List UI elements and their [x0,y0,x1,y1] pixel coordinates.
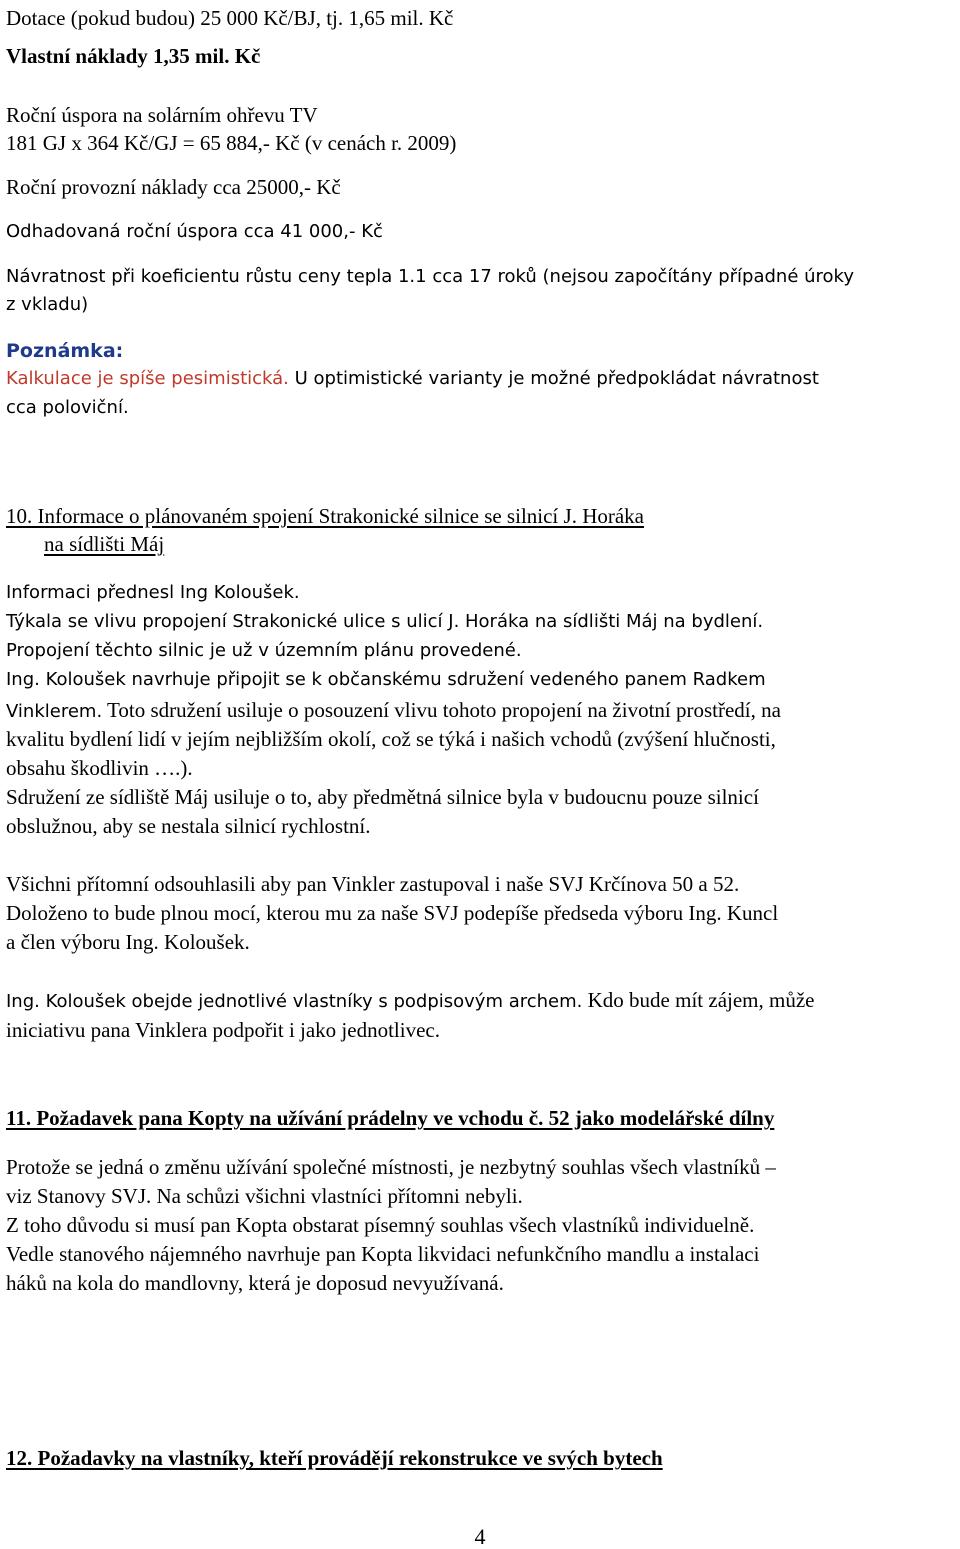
section-11-p3: Z toho důvodu si musí pan Kopta obstarat písemný souhlas všech vlastníků individuelně. [6,1213,755,1237]
section-10-p14: iniciativu pana Vinklera podpořit i jako jednotlivec. [6,1018,440,1042]
section-10-p1: Informaci přednesl Ing Koloušek. [6,582,300,603]
odhadovana-uspora-line: Odhadovaná roční úspora cca 41 000,- Kč [6,221,383,242]
section-10-p5-sans: Vinklerem. [6,701,103,722]
section-10-p8: Sdružení ze sídliště Máj usiluje o to, aby předmětná silnice byla v budoucnu pouze silnicí [6,785,759,809]
section-10-p12: a člen výboru Ing. Koloušek. [6,930,250,954]
section-10-heading-2: na sídlišti Máj [44,532,165,556]
section-12-heading: 12. Požadavky na vlastníky, kteří provádějí rekonstrukce ve svých bytech [6,1446,663,1470]
section-10-p3: Propojení těchto silnic je už v územním plánu provedené. [6,640,522,661]
section-10-p6: kvalitu bydlení lidí v jejím nejbližším okolí, což se týká i našich vchodů (zvýšení hlučnosti, [6,727,776,751]
section-11-p2: viz Stanovy SVJ. Na schůzi všichni vlastníci přítomni nebyli. [6,1184,523,1208]
note-red-text: Kalkulace je spíše pesimistická. [6,368,289,389]
note-text-1: U optimistické varianty je možné předpokládat návratnost [288,368,819,389]
page-number: 4 [474,1524,486,1549]
note-line-2: cca poloviční. [6,397,129,418]
section-11-p5: háků na kola do mandlovny, která je doposud nevyužívaná. [6,1271,504,1295]
section-10-p2: Týkala se vlivu propojení Strakonické ulice s ulicí J. Horáka na sídlišti Máj na bydlení. [6,611,764,632]
section-10-heading-1: 10. Informace o plánovaném spojení Strakonické silnice se silnicí J. Horáka [6,504,644,528]
rocni-uspora-calc: 181 GJ x 364 Kč/GJ = 65 884,- Kč (v cenách r. 2009) [6,131,457,155]
dotace-line: Dotace (pokud budou) 25 000 Kč/BJ, tj. 1,65 mil. Kč [6,6,454,30]
section-10-p11: Doloženo to bude plnou mocí, kterou mu za naše SVJ podepíše předseda výboru Ing. Kuncl [6,901,779,925]
section-10-p13-serif: Kdo bude mít zájem, může [582,988,815,1012]
section-11-heading: 11. Požadavek pana Kopty na užívání prádelny ve vchodu č. 52 jako modelářské dílny [6,1106,775,1130]
section-10-p5-serif: Toto sdružení usiluje o posouzení vlivu tohoto propojení na životní prostředí, na [102,698,781,722]
section-10-p9: obslužnou, aby se nestala silnicí rychlostní. [6,814,371,838]
note-heading: Poznámka: [6,340,124,362]
section-10-p5 [6,698,781,724]
provozni-naklady-line: Roční provozní náklady cca 25000,- Kč [6,175,341,199]
section-10-p10: Všichni přítomní odsouhlasili aby pan Vinkler zastupoval i naše SVJ Krčínova 50 a 52. [6,872,740,896]
note-line-1 [6,367,819,391]
rocni-uspora-title: Roční úspora na solárním ohřevu TV [6,103,318,127]
section-10-p13 [6,988,815,1014]
vlastni-naklady-line: Vlastní náklady 1,35 mil. Kč [6,44,261,68]
section-10-p7: obsahu škodlivin ….). [6,756,193,780]
section-10-p13-sans: Ing. Koloušek obejde jednotlivé vlastníky s podpisovým archem. [6,991,583,1012]
navratnost-line-1: Návratnost při koeficientu růstu ceny tepla 1.1 cca 17 roků (nejsou započítány případné úroky [6,266,854,287]
section-10-p4: Ing. Koloušek navrhuje připojit se k občanskému sdružení vedeného panem Radkem [6,669,766,690]
section-11-p4: Vedle stanového nájemného navrhuje pan Kopta likvidaci nefunkčního mandlu a instalaci [6,1242,760,1266]
section-11-p1: Protože se jedná o změnu užívání společné místnosti, je nezbytný souhlas všech vlastníků – [6,1155,776,1179]
navratnost-line-2: z vkladu) [6,294,89,315]
